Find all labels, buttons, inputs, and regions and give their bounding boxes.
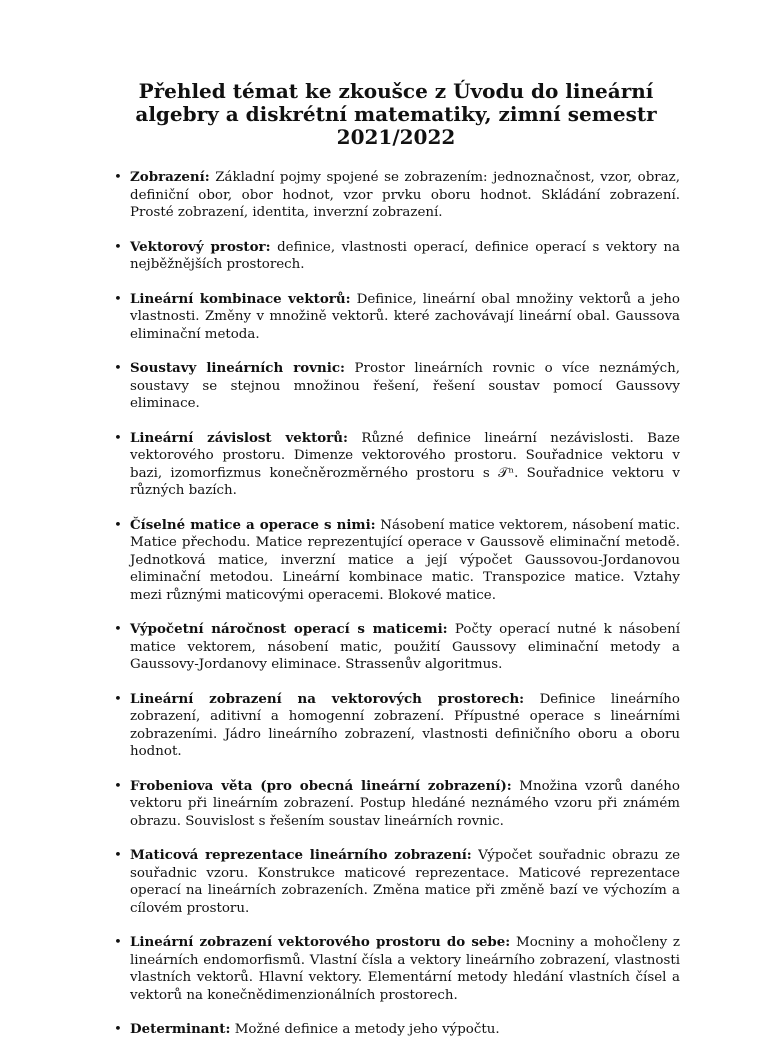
- list-item: [112, 239, 680, 274]
- topic-heading: Lineární kombinace vektorů:: [130, 290, 351, 307]
- bullet-icon: •: [114, 361, 122, 376]
- title-line-3: 2021/2022: [336, 125, 456, 149]
- topic-text: Definice, lineární obal množiny vektorů a jeho vlastnosti. Změny v množině vektorů. které zachovávají lineární obal. Gaussova eliminační metoda.: [130, 291, 680, 342]
- topic-heading: Lineární závislost vektorů:: [130, 429, 348, 446]
- topic-text: Násobení matice vektorem, násobení matic. Matice přechodu. Matice reprezentující operace v Gaussově eliminační metodě. Jednotková matice, inverzní matice a její výpočet Gaussovou-Jordanovou eliminační metodou. Lineární kombinace matic. Transpozice matice. Vztahy mezi různými maticovými operacemi. Blokové matice.: [130, 517, 680, 603]
- bullet-icon: •: [114, 430, 122, 446]
- bullet-icon: •: [114, 622, 122, 637]
- topic-heading: Výpočetní náročnost operací s maticemi:: [130, 621, 448, 637]
- topic-text: Množina vzorů daného vektoru při lineárním zobrazení. Postup hledáné neznámého vzoru při známém obrazu. Souvislost s řešením soustav lineárních rovnic.: [130, 778, 680, 829]
- topic-heading: Vektorový prostor:: [130, 238, 271, 255]
- bullet-icon: •: [114, 517, 122, 533]
- bullet-icon: •: [114, 778, 122, 794]
- topic-text: Definice lineárního zobrazení, aditivní a homogenní zobrazení. Přípustné operace s lineárními zobrazeními. Jádro lineárního zobrazení, vlastnosti definičního oboru a oboru hodnot.: [130, 691, 680, 759]
- topic-heading: Zobrazení:: [130, 169, 210, 185]
- list-item: [112, 517, 680, 605]
- bullet-icon: •: [114, 691, 122, 707]
- topic-text: Výpočet souřadnic obrazu ze souřadnic vzoru. Konstrukce maticové reprezentace. Maticové reprezentace operací na lineárních zobrazeních. Změna matice při změně bazí ve výchozím a cílovém prostoru.: [130, 848, 681, 916]
- list-item: [112, 169, 680, 222]
- topic-heading: Soustavy lineárních rovnic:: [130, 360, 345, 376]
- list-item: [112, 934, 680, 1004]
- list-item: [112, 691, 680, 761]
- title-line-2: algebry a diskrétní matematiky, zimní semestr: [135, 102, 657, 126]
- list-item: [112, 360, 680, 413]
- list-item: [112, 778, 680, 831]
- list-item: [112, 291, 680, 344]
- topic-text: Základní pojmy spojené se zobrazením: jednoznačnost, vzor, obraz, definiční obor, obor hodnot, vzor prvku oboru hodnot. Skládání zobrazení. Prosté zobrazení, identita, inverzní zobrazení.: [130, 170, 680, 220]
- topic-heading: Determinant:: [130, 1021, 231, 1037]
- topic-text: Prostor lineárních rovnic o více neznámých, soustavy se stejnou množinou řešení, řešení soustav pomocí Gaussovy eliminace.: [130, 361, 680, 411]
- topic-text: Možné definice a metody jeho výpočtu.: [234, 1022, 500, 1037]
- topic-text: Různé definice lineární nezávislosti. Baze vektorového prostoru. Dimenze vektorového prostoru. Souřadnice vektoru v bazi, izomorfizmus konečněrozměrného prostoru s 𝒯ⁿ. Souřadnice vektoru v různých bazích.: [130, 430, 680, 498]
- topic-heading: Číselné matice a operace s nimi:: [130, 516, 376, 533]
- document-title: [112, 80, 680, 149]
- list-item: [112, 621, 680, 674]
- bullet-icon: •: [114, 1022, 122, 1037]
- topic-text: Počty operací nutné k násobení matice vektorem, násobení matic, použití Gaussovy eliminační metody a Gaussovy-Jordanovy eliminace. Strassenův algoritmus.: [130, 622, 680, 672]
- bullet-icon: •: [114, 935, 122, 950]
- bullet-icon: •: [114, 291, 122, 307]
- topic-heading: Maticová reprezentace lineárního zobrazení:: [130, 847, 472, 863]
- topic-text: definice, vlastnosti operací, definice operací s vektory na nejběžnějších prostorech.: [130, 239, 681, 272]
- topic-heading: Lineární zobrazení na vektorových prostorech:: [130, 690, 525, 707]
- bullet-icon: •: [114, 239, 122, 255]
- topic-heading: Lineární zobrazení vektorového prostoru do sebe:: [130, 934, 511, 950]
- bullet-icon: •: [114, 848, 122, 863]
- topic-heading: Frobeniova věta (pro obecná lineární zobrazení):: [130, 777, 512, 794]
- title-line-1: Přehled témat ke zkoušce z Úvodu do lineární: [138, 79, 654, 103]
- topic-text: Mocniny a mohočleny z lineárních endomorfismů. Vlastní čísla a vektory lineárního zobrazení, vlastnosti vlastních vektorů. Hlavní vektory. Elementární metody hledání vlastních čísel a vektorů na konečnědimenzionálních prostorech.: [130, 935, 680, 1003]
- list-item: [112, 847, 680, 917]
- topic-list: [112, 169, 680, 1039]
- bullet-icon: •: [114, 170, 122, 185]
- list-item: [112, 430, 680, 500]
